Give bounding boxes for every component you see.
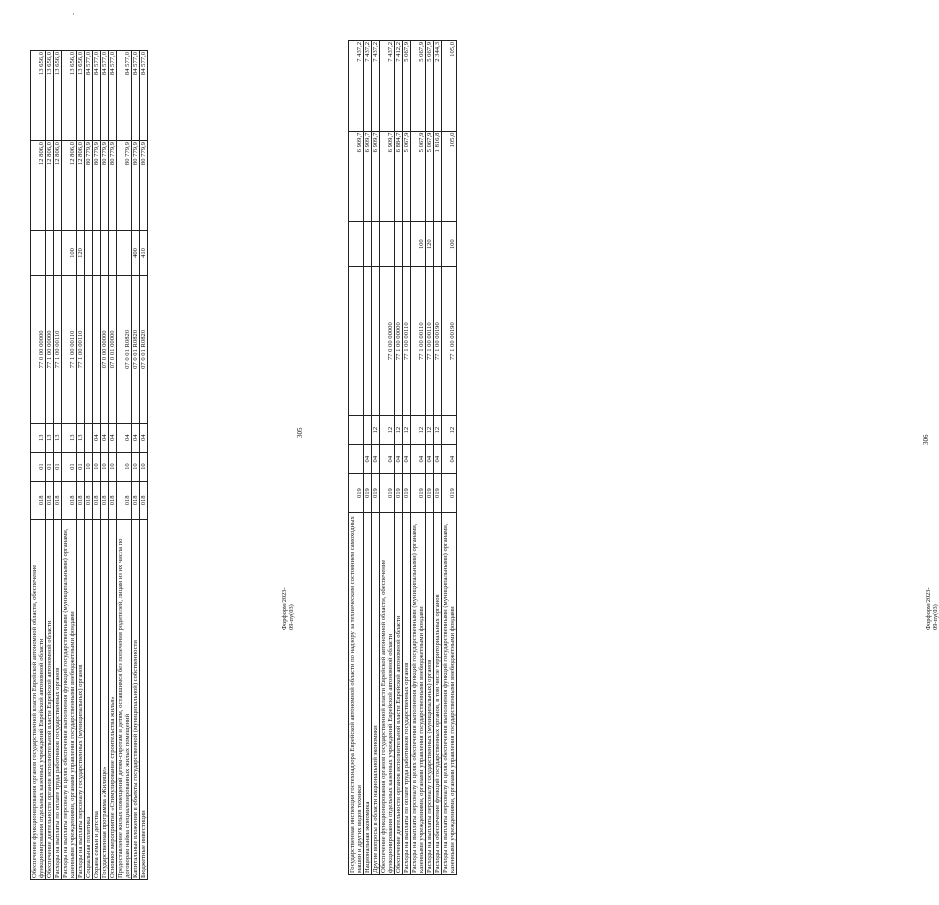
row-name: Обеспечение деятельности органов исполнительной власти Еврейской автономной области	[395, 512, 403, 874]
row-rz: 10	[85, 452, 93, 481]
table-row	[93, 51, 101, 880]
row-vr: 100	[442, 222, 457, 267]
row-pr: 13	[62, 423, 77, 452]
row-vr	[349, 222, 364, 267]
page-footer: Форформ/2023-09-пу(03)	[281, 587, 295, 630]
left-table-container	[30, 50, 280, 880]
row-pr: 13	[77, 423, 85, 452]
row-rz: 10	[132, 452, 140, 481]
row-gr: 019	[395, 474, 403, 513]
row-rz: 10	[117, 452, 132, 481]
row-amount-2024: 6 909,7	[380, 131, 395, 222]
row-csr: 07 0 01 R0820	[117, 275, 132, 423]
row-rz: 04	[442, 445, 457, 474]
row-csr	[93, 275, 101, 423]
row-rz: 04	[372, 445, 380, 474]
row-name: Расходы на выплаты персоналу в целях обеспечения выполнения функций государственными (муниципальными) органами, казенными учреждениями, органами управления государственными внебюджетными фондами	[442, 512, 457, 874]
row-name: Предоставление жилых помещений детям-сиротам и детям, оставшимся без попечения родителей, лицам из их числа по договорам найма специализированных жилых помещений	[117, 520, 132, 880]
row-name: Расходы на выплаты по оплате труда работников государственных органов	[403, 512, 411, 874]
row-vr: 100	[411, 222, 426, 267]
row-rz	[349, 445, 364, 474]
table-row	[364, 41, 372, 875]
row-rz: 10	[140, 452, 148, 481]
row-gr: 019	[349, 474, 364, 513]
row-amount-2025: 5 067,9	[411, 41, 426, 132]
row-rz: 01	[46, 452, 54, 481]
row-amount-2024: 5 067,9	[403, 131, 411, 222]
row-amount-2024: 80 779,9	[117, 141, 132, 231]
row-amount-2024: 80 779,9	[132, 141, 140, 231]
row-amount-2024: 80 779,9	[85, 141, 93, 231]
row-amount-2024: 5 067,9	[411, 131, 426, 222]
row-amount-2025: 7 437,2	[372, 41, 380, 132]
row-amount-2025: 2 344,3	[434, 41, 442, 132]
row-name: Другие вопросы в области национальной экономики	[372, 512, 380, 874]
row-gr: 018	[85, 481, 93, 520]
row-vr	[372, 222, 380, 267]
row-gr: 018	[109, 481, 117, 520]
table-row	[101, 51, 109, 880]
row-vr	[31, 230, 46, 275]
row-amount-2024: 5 067,9	[426, 131, 434, 222]
row-vr	[85, 230, 93, 275]
row-name: Основное мероприятие «Стимулирование строительства жилья»	[109, 520, 117, 880]
row-pr: 04	[109, 423, 117, 452]
row-gr: 018	[31, 481, 46, 520]
row-name: Расходы на обеспечение функций государственных органов, в том числе территориальных органов	[434, 512, 442, 874]
row-amount-2024: 12 806,0	[31, 141, 46, 231]
page-footer: Форформ/2023-09-пу(03)	[925, 587, 939, 630]
row-amount-2025: 105,0	[442, 41, 457, 132]
row-pr: 12	[442, 416, 457, 445]
row-gr: 018	[132, 481, 140, 520]
row-gr: 018	[101, 481, 109, 520]
row-pr: 12	[426, 416, 434, 445]
page-number: 305	[296, 427, 304, 438]
row-csr: 07 0 01 R0820	[140, 275, 148, 423]
row-gr: 018	[54, 481, 62, 520]
row-amount-2024: 80 779,9	[109, 141, 117, 231]
row-pr: 04	[93, 423, 101, 452]
row-amount-2024: 80 779,9	[140, 141, 148, 231]
row-rz: 10	[109, 452, 117, 481]
row-gr: 019	[364, 474, 372, 513]
row-csr: 77 1 00 00110	[54, 275, 62, 423]
row-pr	[85, 423, 93, 452]
row-pr: 04	[117, 423, 132, 452]
table-row	[403, 41, 411, 875]
row-pr	[364, 416, 372, 445]
row-gr: 019	[380, 474, 395, 513]
row-amount-2024: 6 884,7	[395, 131, 403, 222]
row-vr	[109, 230, 117, 275]
row-csr: 77 1 00 00110	[426, 267, 434, 416]
row-gr: 018	[93, 481, 101, 520]
row-amount-2024: 6 909,7	[364, 131, 372, 222]
row-csr: 77 0 00 00000	[31, 275, 46, 423]
row-gr: 018	[140, 481, 148, 520]
row-rz: 01	[54, 452, 62, 481]
row-csr: 77 1 00 00190	[434, 267, 442, 416]
table-row	[54, 51, 62, 880]
table-row	[426, 41, 434, 875]
row-vr	[434, 222, 442, 267]
row-amount-2024: 6 909,7	[372, 131, 380, 222]
table-row	[85, 51, 93, 880]
row-csr: 77 0 00 00000	[380, 267, 395, 416]
row-vr: 120	[77, 230, 85, 275]
row-name: Расходы на выплаты по оплате труда работников государственных органов	[54, 520, 62, 880]
row-rz: 04	[403, 445, 411, 474]
row-name: Капитальные вложения в объекты государственной (муниципальной) собственности	[132, 520, 140, 880]
row-gr: 019	[434, 474, 442, 513]
row-amount-2025: 13 656,0	[31, 51, 46, 141]
row-gr: 019	[372, 474, 380, 513]
row-csr	[372, 267, 380, 416]
row-amount-2025: 84 577,0	[117, 51, 132, 141]
row-amount-2025: 84 577,0	[93, 51, 101, 141]
row-rz: 04	[380, 445, 395, 474]
row-gr: 019	[442, 474, 457, 513]
row-name: Обеспечение функционирования органов государственной власти Еврейской автономной области, обеспечение функционирования отдельных казенных учреждений Еврейской автономной области	[380, 512, 395, 874]
table-row	[77, 51, 85, 880]
row-name: Охрана семьи и детства	[93, 520, 101, 880]
table-row	[62, 51, 77, 880]
row-rz: 04	[434, 445, 442, 474]
row-rz: 04	[411, 445, 426, 474]
row-rz: 01	[77, 452, 85, 481]
table-row	[380, 41, 395, 875]
budget-table-right	[348, 40, 457, 875]
row-name: Расходы на выплаты персоналу государственных (муниципальных) органов	[426, 512, 434, 874]
row-amount-2025: 84 577,0	[132, 51, 140, 141]
row-vr: 120	[426, 222, 434, 267]
row-name: Социальная политика	[85, 520, 93, 880]
page-number: 306	[922, 434, 930, 445]
left-page	[0, 0, 320, 905]
row-vr	[395, 222, 403, 267]
row-csr	[85, 275, 93, 423]
row-amount-2024: 80 779,9	[93, 141, 101, 231]
table-row	[46, 51, 54, 880]
table-row	[349, 41, 364, 875]
row-amount-2024: 12 806,0	[46, 141, 54, 231]
row-amount-2025: 5 067,9	[426, 41, 434, 132]
row-amount-2024: 12 806,0	[77, 141, 85, 231]
row-vr	[364, 222, 372, 267]
row-amount-2025: 84 577,0	[109, 51, 117, 141]
budget-table-left	[30, 50, 148, 880]
row-amount-2025: 13 656,0	[54, 51, 62, 141]
row-name: Расходы на выплаты персоналу в целях обеспечения выполнения функций государственными (муниципальными) органами, казенными учреждениями, органами управления государственными внебюджетными фондами	[411, 512, 426, 874]
row-name: Расходы на выплаты персоналу в целях обеспечения выполнения функций государственными (муниципальными) органами, казенными учреждениями, органами управления государственными внебюджетными фондами	[62, 520, 77, 880]
page-mark: ·	[72, 10, 75, 19]
row-name: Национальная экономика	[364, 512, 372, 874]
row-vr	[93, 230, 101, 275]
row-vr	[403, 222, 411, 267]
row-rz: 01	[62, 452, 77, 481]
row-name: Расходы на выплаты персоналу государственных (муниципальных) органов	[77, 520, 85, 880]
right-page	[320, 0, 939, 905]
row-gr: 018	[77, 481, 85, 520]
row-amount-2025: 7 412,2	[395, 41, 403, 132]
row-csr: 77 1 00 00000	[395, 267, 403, 416]
row-gr: 019	[403, 474, 411, 513]
row-csr: 77 1 00 00000	[46, 275, 54, 423]
table-row	[140, 51, 148, 880]
row-csr: 77 1 00 00110	[411, 267, 426, 416]
row-vr	[101, 230, 109, 275]
row-amount-2024: 12 806,0	[62, 141, 77, 231]
row-pr: 12	[403, 416, 411, 445]
row-csr: 77 1 00 00190	[442, 267, 457, 416]
row-rz: 01	[31, 452, 46, 481]
row-amount-2025: 7 437,2	[349, 41, 364, 132]
row-gr: 018	[46, 481, 54, 520]
row-pr	[349, 416, 364, 445]
row-rz: 04	[364, 445, 372, 474]
row-name: Государственная инспекция гостехнадзора Еврейской автономной области по надзору за техническим состоянием самоходных машин и других видов техники	[349, 512, 364, 874]
row-rz: 04	[395, 445, 403, 474]
row-csr: 07 0 01 R0820	[132, 275, 140, 423]
row-csr: 77 1 00 00110	[62, 275, 77, 423]
row-vr: 410	[140, 230, 148, 275]
row-amount-2024: 105,0	[442, 131, 457, 222]
row-gr: 019	[411, 474, 426, 513]
table-row	[395, 41, 403, 875]
row-vr	[380, 222, 395, 267]
row-amount-2024: 80 779,9	[101, 141, 109, 231]
row-amount-2025: 84 577,0	[85, 51, 93, 141]
row-name: Государственная программа «Жилище»	[101, 520, 109, 880]
table-row	[442, 41, 457, 875]
row-gr: 019	[426, 474, 434, 513]
row-amount-2025: 84 577,0	[140, 51, 148, 141]
row-amount-2025: 13 656,0	[62, 51, 77, 141]
row-vr: 400	[132, 230, 140, 275]
row-vr	[117, 230, 132, 275]
row-pr: 12	[395, 416, 403, 445]
row-csr	[349, 267, 364, 416]
row-vr	[46, 230, 54, 275]
row-pr: 12	[380, 416, 395, 445]
table-row	[117, 51, 132, 880]
table-row	[132, 51, 140, 880]
row-csr: 07 0 00 00000	[101, 275, 109, 423]
row-csr	[364, 267, 372, 416]
row-amount-2024: 12 806,0	[54, 141, 62, 231]
row-amount-2025: 84 577,0	[101, 51, 109, 141]
row-pr: 04	[132, 423, 140, 452]
table-row	[411, 41, 426, 875]
row-amount-2025: 13 656,0	[77, 51, 85, 141]
table-row	[372, 41, 380, 875]
row-pr: 04	[101, 423, 109, 452]
table-row	[31, 51, 46, 880]
row-rz: 10	[101, 452, 109, 481]
row-pr: 12	[372, 416, 380, 445]
row-csr: 77 1 00 00110	[403, 267, 411, 416]
row-name: Бюджетные инвестиции	[140, 520, 148, 880]
row-gr: 018	[62, 481, 77, 520]
row-vr: 100	[62, 230, 77, 275]
row-amount-2024: 1 816,8	[434, 131, 442, 222]
row-pr: 13	[31, 423, 46, 452]
row-pr: 13	[54, 423, 62, 452]
right-table-container	[348, 40, 608, 875]
row-name: Обеспечение деятельности органов исполнительной власти Еврейской автономной области	[46, 520, 54, 880]
row-amount-2025: 7 437,2	[364, 41, 372, 132]
row-amount-2025: 13 656,0	[46, 51, 54, 141]
row-rz: 10	[93, 452, 101, 481]
row-name: Обеспечение функционирования органов государственной власти Еврейской автономной области, обеспечение функционирования отдельных казенных учреждений Еврейской автономной области	[31, 520, 46, 880]
row-amount-2024: 6 909,7	[349, 131, 364, 222]
row-amount-2025: 7 437,2	[380, 41, 395, 132]
row-vr	[54, 230, 62, 275]
row-pr: 13	[46, 423, 54, 452]
row-rz: 04	[426, 445, 434, 474]
table-row	[109, 51, 117, 880]
row-pr: 04	[140, 423, 148, 452]
row-csr: 77 1 00 00110	[77, 275, 85, 423]
row-gr: 018	[117, 481, 132, 520]
table-row	[434, 41, 442, 875]
row-csr: 07 0 01 00000	[109, 275, 117, 423]
row-pr: 12	[434, 416, 442, 445]
row-pr: 12	[411, 416, 426, 445]
row-amount-2025: 5 067,9	[403, 41, 411, 132]
